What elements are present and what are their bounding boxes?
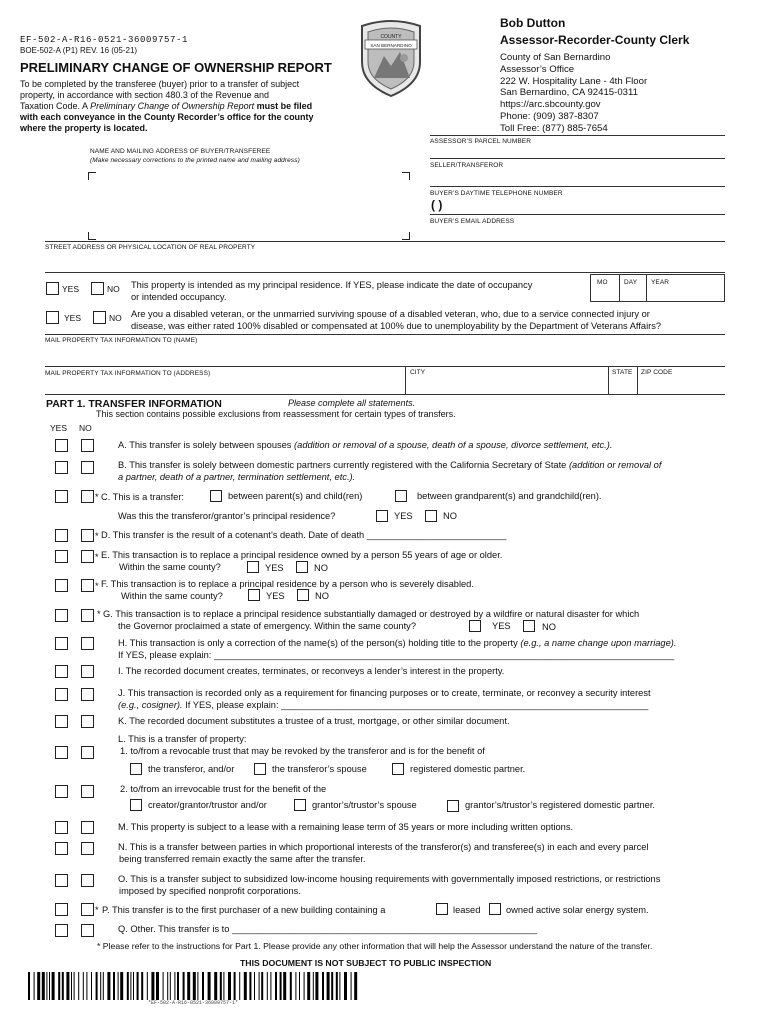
day-label: DAY <box>624 279 638 286</box>
C-residence-no-label: NO <box>443 511 457 521</box>
assessor-website-link[interactable]: https://arc.sbcounty.gov <box>500 99 601 111</box>
statement-A: A. This transfer is solely between spouses (addition or removal of a spouse, death of a spouse, divorce settlement, etc.). <box>118 440 613 450</box>
state-label: STATE <box>612 369 633 376</box>
statement-O: O. This is a transfer subject to subsidized low-income housing requirements with governmentally imposed restrictions, or restrictions imposed by specified nonprofit corporations. <box>118 874 661 896</box>
asterisk-F: * <box>95 581 99 591</box>
L1-domestic-partner-label: registered domestic partner. <box>410 764 526 774</box>
L1-domestic-partner-checkbox[interactable] <box>392 763 404 775</box>
G-county-yes-label: YES <box>492 621 511 631</box>
D-no-checkbox[interactable] <box>81 529 94 542</box>
statement-N: N. This is a transfer between parties in which proportional interests of the transferor(s) and transferee(s) in each and every parcel being transferred remain exactly the same after the transfer. <box>118 842 649 864</box>
residence-no-checkbox[interactable] <box>91 282 104 295</box>
year-label: YEAR <box>651 279 670 286</box>
C-residence-no-checkbox[interactable] <box>425 510 437 522</box>
intro-text: To be completed by the transferee (buyer) prior to a transfer of subject property, in accordance with section 480.3 of the Revenue and Taxation Code. A Preliminary Change of Ownership Report must be filed with each conveyance in the County Recorder’s office for the county where the property is located. <box>20 79 314 133</box>
L1-transferor-label: the transferor, and/or <box>148 764 235 774</box>
N-yes-checkbox[interactable] <box>55 842 68 855</box>
E-county-no-checkbox[interactable] <box>296 561 308 573</box>
F-county-no-label: NO <box>315 591 329 601</box>
asterisk-E: * <box>95 552 99 562</box>
mail-name-field[interactable] <box>45 346 725 363</box>
city-label: CITY <box>410 369 426 376</box>
part1-heading-note: Please complete all statements. <box>288 398 416 408</box>
assessor-contact: County of San Bernardino Assessor’s Office 222 W. Hospitality Lane - 4th Floor San Bernardino, CA 92415-0311 https://arc.sbcounty.gov Phone: (909) 387-8307 Toll Free: (877) 885-7654 <box>500 52 648 134</box>
O-no-checkbox[interactable] <box>81 874 94 887</box>
state-field[interactable] <box>610 380 636 394</box>
L1-spouse-label: the transferor’s spouse <box>272 764 367 774</box>
C-yes-checkbox[interactable] <box>55 490 68 503</box>
P-leased-checkbox[interactable] <box>436 903 448 915</box>
C-parent-child-label: between parent(s) and child(ren) <box>228 491 363 501</box>
M-yes-checkbox[interactable] <box>55 821 68 834</box>
L2-domestic-partner-checkbox[interactable] <box>447 800 459 812</box>
Q-yes-checkbox[interactable] <box>55 924 68 937</box>
P-owned-label: owned active solar energy system. <box>506 905 649 915</box>
part1-heading: PART 1. TRANSFER INFORMATION <box>46 398 222 410</box>
G-yes-checkbox[interactable] <box>55 609 68 622</box>
F-same-county-question: Within the same county? <box>121 591 223 601</box>
A-yes-checkbox[interactable] <box>55 439 68 452</box>
E-no-checkbox[interactable] <box>81 550 94 563</box>
statement-H: H. This transaction is only a correction of the name(s) of the person(s) holding title to the property (e.g., a name change upon marriage). If YES, please explain: _________________________________________________________________________________________ <box>118 638 677 660</box>
assessor-title: Assessor-Recorder-County Clerk <box>500 33 690 47</box>
B-no-checkbox[interactable] <box>81 461 94 474</box>
mail-name-label: MAIL PROPERTY TAX INFORMATION TO (NAME) <box>45 337 198 344</box>
L2-domestic-partner-label: grantor’s/trustor’s registered domestic partner. <box>465 800 655 810</box>
part1-subheading: This section contains possible exclusions from reassessment for certain types of transfers. <box>96 409 456 419</box>
L1-spouse-checkbox[interactable] <box>254 763 266 775</box>
svg-text:SAN BERNARDINO: SAN BERNARDINO <box>370 43 412 48</box>
residence-question: This property is intended as my principal residence. If YES, please indicate the date of occupancy or intended occupancy. <box>131 280 533 302</box>
mail-address-label: MAIL PROPERTY TAX INFORMATION TO (ADDRESS) <box>45 370 211 377</box>
statement-C: C. This is a transfer: <box>101 492 185 502</box>
veteran-question: Are you a disabled veteran, or the unmarried surviving spouse of a disabled veteran, who, due to a service connected injury or disease, was either rated 100% disabled or compensated at 100% due to unemployability by the Department of Veterans Affairs? <box>131 309 662 331</box>
svg-text:COUNTY: COUNTY <box>380 34 402 40</box>
G-county-no-checkbox[interactable] <box>523 620 535 632</box>
L2-no-checkbox[interactable] <box>81 785 94 798</box>
form-title: PRELIMINARY CHANGE OF OWNERSHIP REPORT <box>20 60 332 75</box>
I-no-checkbox[interactable] <box>81 665 94 678</box>
L2-creator-label: creator/grantor/trustor and/or <box>148 800 267 810</box>
col-yes-header: YES <box>50 423 68 433</box>
I-yes-checkbox[interactable] <box>55 665 68 678</box>
E-yes-checkbox[interactable] <box>55 550 68 563</box>
veteran-yes-checkbox[interactable] <box>46 311 59 324</box>
C-grandparent-checkbox[interactable] <box>395 490 407 502</box>
C-no-checkbox[interactable] <box>81 490 94 503</box>
barcode-caption: *EF-502-A-R16-0521-36009757-1* <box>148 1000 239 1006</box>
P-owned-checkbox[interactable] <box>489 903 501 915</box>
asterisk-C: * <box>95 492 99 502</box>
statement-M: M. This property is subject to a lease with a remaining lease term of 35 years or more including written options. <box>118 822 574 832</box>
occupancy-date-field[interactable] <box>590 274 725 302</box>
public-inspection-notice: THIS DOCUMENT IS NOT SUBJECT TO PUBLIC INSPECTION <box>240 958 492 968</box>
buyer-name-address-field[interactable] <box>88 168 410 240</box>
statement-Q[interactable]: Q. Other. This transfer is to ___________________________________________________________ <box>118 924 538 934</box>
residence-yes-label: YES <box>62 284 80 294</box>
L2-spouse-label: grantor’s/trustor’s spouse <box>312 800 417 810</box>
H-yes-checkbox[interactable] <box>55 637 68 650</box>
H-no-checkbox[interactable] <box>81 637 94 650</box>
L1-no-checkbox[interactable] <box>81 746 94 759</box>
col-no-header: NO <box>79 423 92 433</box>
E-county-yes-label: YES <box>265 563 284 573</box>
statement-K: K. The recorded document substitutes a trustee of a trust, mortgage, or other similar document. <box>118 716 510 726</box>
zip-field[interactable] <box>639 380 725 394</box>
form-number: BOE-502-A (P1) REV. 16 (05-21) <box>20 46 138 55</box>
buyer-name-note: (Make necessary corrections to the printed name and mailing address) <box>90 157 300 164</box>
E-same-county-question: Within the same county? <box>119 562 221 572</box>
N-no-checkbox[interactable] <box>81 842 94 855</box>
statement-G: G. This transaction is to replace a principal residence substantially damaged or destroyed by a wildfire or natural disaster for which the Governor proclaimed a state of emergency. Within the same county? <box>103 609 640 631</box>
C-residence-yes-checkbox[interactable] <box>376 510 388 522</box>
veteran-no-label: NO <box>109 313 122 323</box>
veteran-yes-label: YES <box>64 313 82 323</box>
statement-D: D. This transfer is the result of a cotenant’s death. Date of death ___________________________ <box>101 530 507 540</box>
month-label: MO <box>597 279 608 286</box>
statement-I: I. The recorded document creates, terminates, or reconveys a lender’s interest in the property. <box>118 666 505 676</box>
statement-L: L. This is a transfer of property: <box>118 734 247 744</box>
O-yes-checkbox[interactable] <box>55 874 68 887</box>
statement-F: F. This transaction is to replace a principal residence by a person who is severely disabled. <box>101 579 474 589</box>
F-county-yes-checkbox[interactable] <box>248 589 260 601</box>
L2-creator-checkbox[interactable] <box>130 799 142 811</box>
B-yes-checkbox[interactable] <box>55 461 68 474</box>
H-explain-field[interactable]: If YES, please explain: _________________________________________________________________________________________ <box>118 649 675 660</box>
email-field[interactable] <box>430 226 725 240</box>
L2-spouse-checkbox[interactable] <box>294 799 306 811</box>
part1-footnote: * Please refer to the instructions for Part 1. Please provide any other information that will help the Assessor understand the nature of the transfer. <box>97 941 653 951</box>
L2-yes-checkbox[interactable] <box>55 785 68 798</box>
P-leased-label: leased <box>453 905 481 915</box>
G-county-no-label: NO <box>542 622 556 632</box>
city-field[interactable] <box>407 380 606 394</box>
C-residence-yes-label: YES <box>394 511 413 521</box>
statement-L1: 1. to/from a revocable trust that may be revoked by the transferor and is for the benefit of <box>120 746 485 756</box>
J-explain-field[interactable]: If YES, please explain: _______________________________________________________________________ <box>182 699 649 710</box>
phone-field[interactable]: ( ) <box>431 198 443 212</box>
statement-E: E. This transaction is to replace a principal residence owned by a person 55 years of age or older. <box>101 550 503 560</box>
buyer-name-label: NAME AND MAILING ADDRESS OF BUYER/TRANSFEREE <box>90 148 271 155</box>
J-no-checkbox[interactable] <box>81 688 94 701</box>
residence-yes-checkbox[interactable] <box>46 282 59 295</box>
F-no-checkbox[interactable] <box>81 579 94 592</box>
residence-no-label: NO <box>107 284 120 294</box>
K-no-checkbox[interactable] <box>81 715 94 728</box>
F-county-no-checkbox[interactable] <box>297 589 309 601</box>
K-yes-checkbox[interactable] <box>55 715 68 728</box>
mail-address-field[interactable] <box>45 380 403 394</box>
M-no-checkbox[interactable] <box>81 821 94 834</box>
document-barcode <box>28 972 358 1000</box>
assessor-name: Bob Dutton <box>500 16 566 30</box>
F-yes-checkbox[interactable] <box>55 579 68 592</box>
E-county-yes-checkbox[interactable] <box>247 561 259 573</box>
P-yes-checkbox[interactable] <box>55 903 68 916</box>
C-principal-residence-question: Was this the transferor/grantor’s principal residence? <box>118 511 336 521</box>
F-county-yes-label: YES <box>266 591 285 601</box>
Q-no-checkbox[interactable] <box>81 924 94 937</box>
E-county-no-label: NO <box>314 563 328 573</box>
D-yes-checkbox[interactable] <box>55 529 68 542</box>
phone-label: BUYER’S DAYTIME TELEPHONE NUMBER <box>430 190 563 197</box>
C-parent-child-checkbox[interactable] <box>210 490 222 502</box>
statement-J: J. This transaction is recorded only as a requirement for financing purposes or to create, terminate, or reconvey a security interest (e.g., cosigner). If YES, please explain: _______________________________________________________________________ <box>118 688 651 710</box>
veteran-no-checkbox[interactable] <box>93 311 106 324</box>
county-seal-logo <box>356 18 426 98</box>
C-grandparent-label: between grandparent(s) and grandchild(ren). <box>417 491 602 501</box>
statement-L2: 2. to/from an irrevocable trust for the benefit of the <box>120 784 327 794</box>
zip-label: ZIP CODE <box>641 369 673 376</box>
L1-yes-checkbox[interactable] <box>55 746 68 759</box>
G-no-checkbox[interactable] <box>81 609 94 622</box>
G-county-yes-checkbox[interactable] <box>469 620 481 632</box>
asterisk-P: * <box>95 905 99 915</box>
street-address-field[interactable] <box>45 253 725 271</box>
email-label: BUYER’S EMAIL ADDRESS <box>430 218 515 225</box>
form-id-code: EF-502-A-R16-0521-36009757-1 <box>20 35 189 45</box>
L1-transferor-checkbox[interactable] <box>130 763 142 775</box>
asterisk-D: * <box>95 531 99 541</box>
seller-label: SELLER/TRANSFEROR <box>430 162 504 169</box>
statement-B: B. This transfer is solely between domestic partners currently registered with the California Secretary of State (addition or removal of a partner, death of a partner, termination settlement, etc.). <box>118 460 662 482</box>
asterisk-G: * <box>97 609 101 619</box>
A-no-checkbox[interactable] <box>81 439 94 452</box>
P-no-checkbox[interactable] <box>81 903 94 916</box>
street-address-label: STREET ADDRESS OR PHYSICAL LOCATION OF REAL PROPERTY <box>45 244 256 251</box>
J-yes-checkbox[interactable] <box>55 688 68 701</box>
seller-field[interactable] <box>430 170 725 185</box>
statement-P: P. This transfer is to the first purchaser of a new building containing a <box>102 905 386 915</box>
parcel-number-label: ASSESSOR’S PARCEL NUMBER <box>430 138 532 145</box>
